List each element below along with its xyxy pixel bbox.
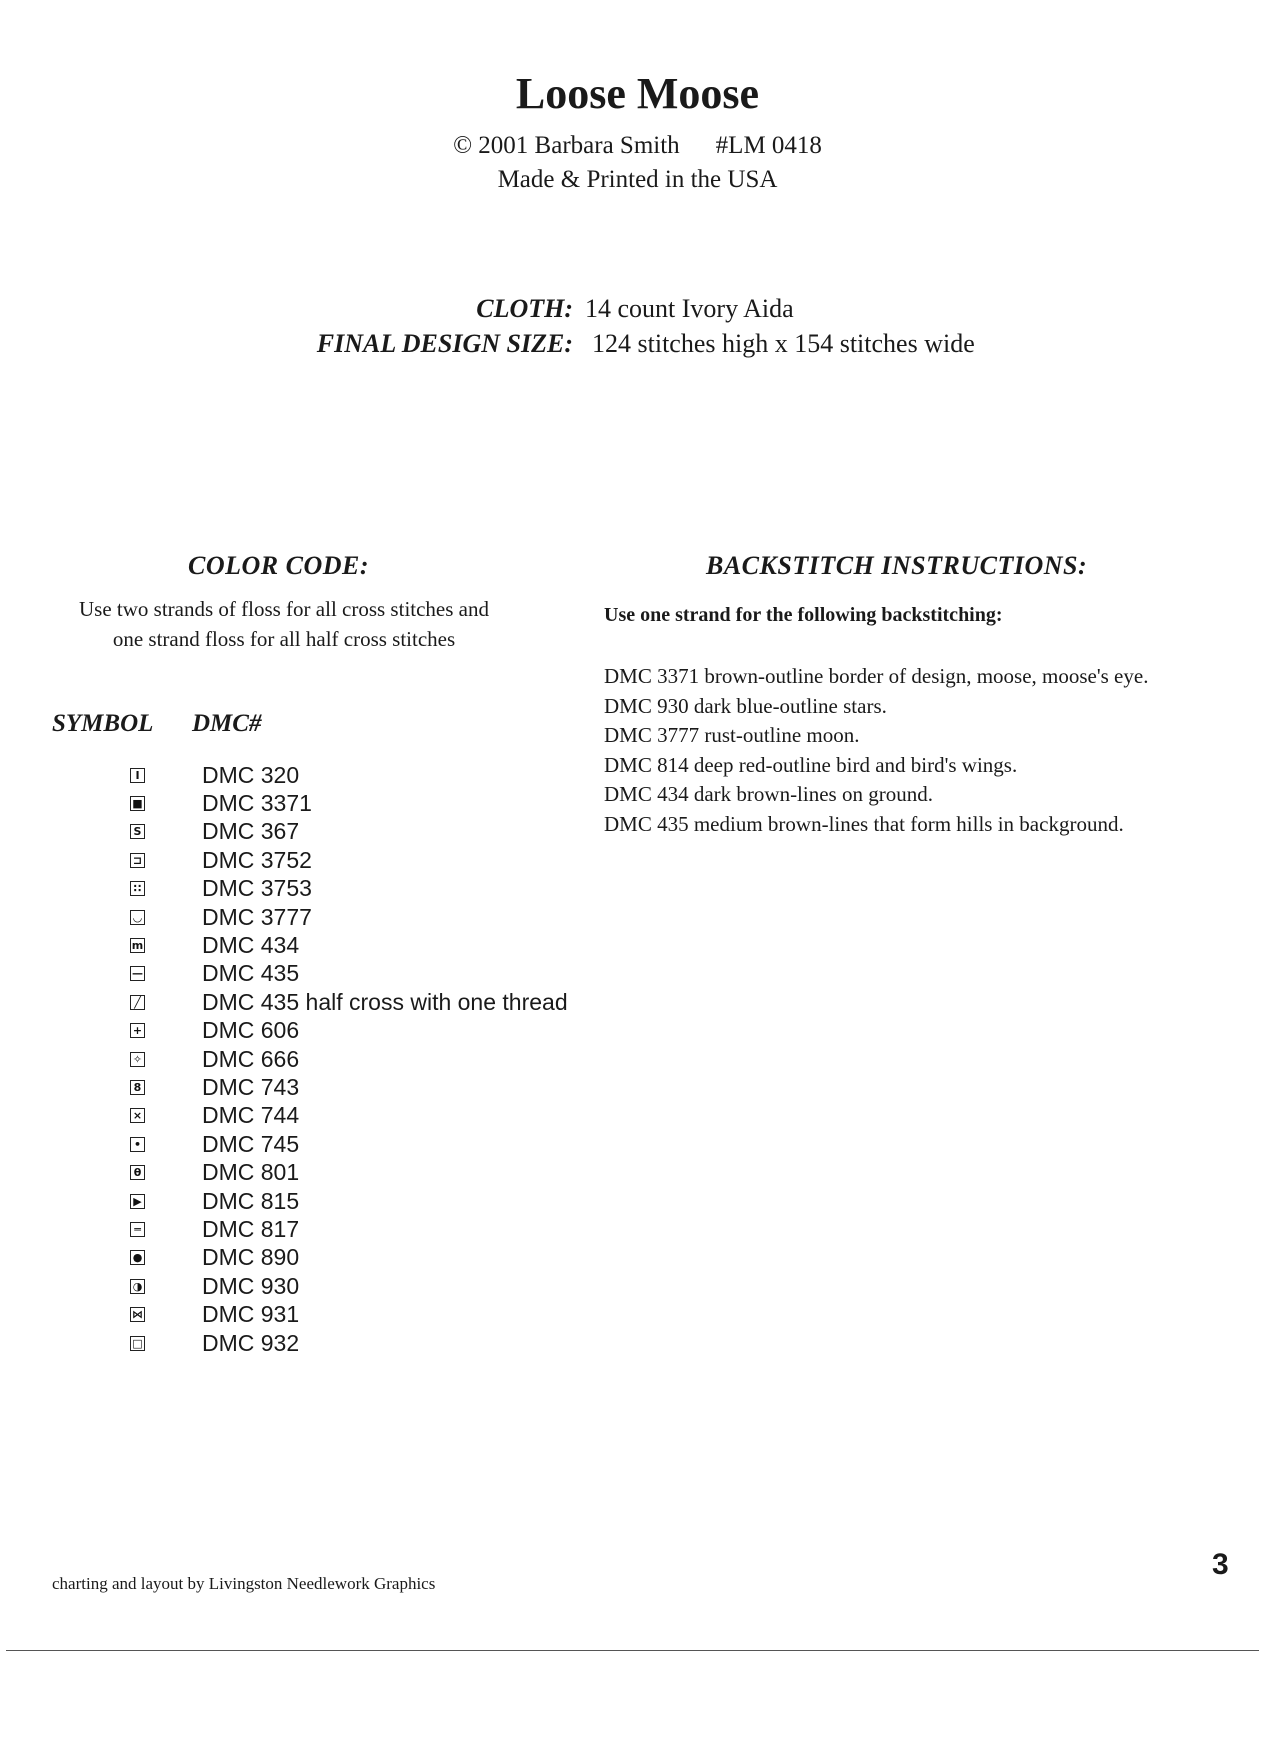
legend-row — [130, 1130, 300, 1158]
letter-s-symbol-icon: S — [130, 824, 145, 839]
legend-dmc-label: DMC 930 — [202, 1272, 300, 1299]
legend-dmc-label: DMC 435 — [202, 960, 300, 987]
legend-dmc-label: DMC 801 — [202, 1159, 300, 1186]
color-code-heading: COLOR CODE: — [188, 551, 370, 580]
filled-circle-symbol-icon: ● — [130, 1250, 145, 1265]
legend-dmc-label: DMC 320 — [202, 761, 300, 788]
footer-credit: charting and layout by Livingston Needlework Graphics — [52, 1574, 436, 1593]
symbol-column-header: SYMBOL — [52, 710, 154, 737]
legend-row — [130, 1187, 300, 1215]
bar-vertical-symbol-icon: I — [130, 768, 145, 783]
legend-dmc-label: DMC 666 — [202, 1045, 300, 1072]
number-eight-symbol-icon: 8 — [130, 1080, 145, 1095]
legend-row — [130, 1073, 300, 1101]
horizontal-line-symbol-icon: — — [132, 967, 143, 981]
product-code: #LM 0418 — [715, 132, 822, 159]
legend-dmc-label: DMC 434 — [202, 931, 300, 958]
star-burst-symbol-icon: ✧ — [130, 1052, 145, 1067]
legend-row — [130, 1272, 300, 1300]
page-divider-line — [6, 1650, 1259, 1651]
pattern-title: Loose Moose — [515, 69, 760, 118]
legend-dmc-label: DMC 743 — [202, 1073, 300, 1100]
bowtie-symbol-icon: ⋈ — [132, 1308, 143, 1322]
origin-line: Made & Printed in the USA — [497, 166, 778, 193]
legend-dmc-label: DMC 744 — [202, 1102, 300, 1129]
backstitch-line: DMC 3777 rust-outline moon. — [604, 723, 860, 747]
legend-dmc-label: DMC 931 — [202, 1301, 300, 1328]
plus-symbol-icon: + — [130, 1023, 145, 1038]
diagonal-slash-symbol-icon: ╱ — [130, 995, 145, 1010]
half-filled-circle-symbol-icon: ◑ — [130, 1279, 145, 1294]
half-circle-symbol-icon: ◡ — [130, 910, 145, 925]
design-size-label: FINAL DESIGN SIZE: — [316, 329, 573, 358]
letter-m-symbol-icon: m — [131, 938, 144, 952]
cloth-label: CLOTH: — [476, 294, 573, 323]
dmc-column-header: DMC# — [192, 710, 262, 737]
legend-row — [130, 903, 312, 931]
legend-row — [130, 789, 312, 817]
legend-dmc-label: DMC 817 — [202, 1215, 300, 1242]
center-dot-symbol-icon: • — [130, 1137, 145, 1152]
x-cross-symbol-icon: × — [130, 1108, 145, 1123]
backstitch-heading: BACKSTITCH INSTRUCTIONS: — [706, 551, 1088, 580]
copyright-text: © 2001 Barbara Smith — [453, 132, 680, 159]
color-code-note-line2: one strand floss for all half cross stitches — [112, 627, 456, 651]
legend-dmc-label: DMC 606 — [202, 1017, 300, 1044]
legend-row — [130, 761, 300, 789]
legend-row — [130, 931, 300, 959]
backstitch-line: DMC 930 dark blue-outline stars. — [604, 693, 887, 718]
legend-row — [130, 875, 312, 903]
four-dots-symbol-icon: ∷ — [130, 881, 145, 896]
legend-row — [130, 960, 300, 988]
backstitch-note: Use one strand for the following backstitching: — [604, 604, 1003, 626]
right-triangle-symbol-icon: ▶ — [130, 1194, 145, 1209]
legend-dmc-label: DMC 890 — [202, 1244, 300, 1271]
backstitch-line: DMC 814 deep red-outline bird and bird's wings. — [604, 752, 1018, 777]
legend-dmc-label: DMC 3777 — [202, 903, 312, 930]
filled-square-symbol-icon: ■ — [130, 796, 145, 811]
legend-dmc-label: DMC 435 half cross with one thread — [202, 988, 568, 1015]
backstitch-line: DMC 3371 brown-outline border of design, moose, moose's eye. — [604, 664, 1149, 688]
hook-symbol-icon: ⊐ — [130, 853, 145, 868]
copyright-line — [0, 132, 1275, 160]
legend-row — [130, 1215, 300, 1243]
legend-row — [130, 846, 312, 874]
design-size-value: 124 stitches high x 154 stitches wide — [592, 329, 975, 358]
legend-dmc-label: DMC 3371 — [202, 789, 312, 816]
legend-row — [130, 1102, 300, 1130]
double-line-symbol-icon: ═ — [130, 1222, 145, 1237]
backstitch-line: DMC 435 medium brown-lines that form hills in background. — [604, 811, 1124, 836]
legend-row — [130, 1017, 300, 1045]
legend-row — [130, 988, 568, 1016]
circled-theta-symbol-icon: θ — [130, 1165, 145, 1180]
legend-dmc-label: DMC 3753 — [202, 875, 312, 902]
legend-dmc-label: DMC 932 — [202, 1329, 300, 1356]
color-code-note-line1: Use two strands of floss for all cross stitches and — [78, 597, 489, 621]
hollow-square-symbol-icon: □ — [130, 1336, 145, 1351]
cloth-value: 14 count Ivory Aida — [585, 294, 794, 323]
legend-row — [130, 818, 300, 846]
legend-row — [130, 1159, 300, 1187]
legend-dmc-label: DMC 745 — [202, 1130, 300, 1157]
color-code-note — [40, 594, 528, 654]
legend-dmc-label: DMC 367 — [202, 818, 300, 845]
legend-row — [130, 1301, 300, 1329]
legend-dmc-label: DMC 3752 — [202, 846, 312, 873]
legend-row — [130, 1244, 300, 1272]
page-number: 3 — [1212, 1548, 1229, 1581]
legend-row — [130, 1329, 300, 1357]
legend-row — [130, 1045, 300, 1073]
backstitch-line: DMC 434 dark brown-lines on ground. — [604, 782, 933, 806]
legend-dmc-label: DMC 815 — [202, 1187, 300, 1214]
